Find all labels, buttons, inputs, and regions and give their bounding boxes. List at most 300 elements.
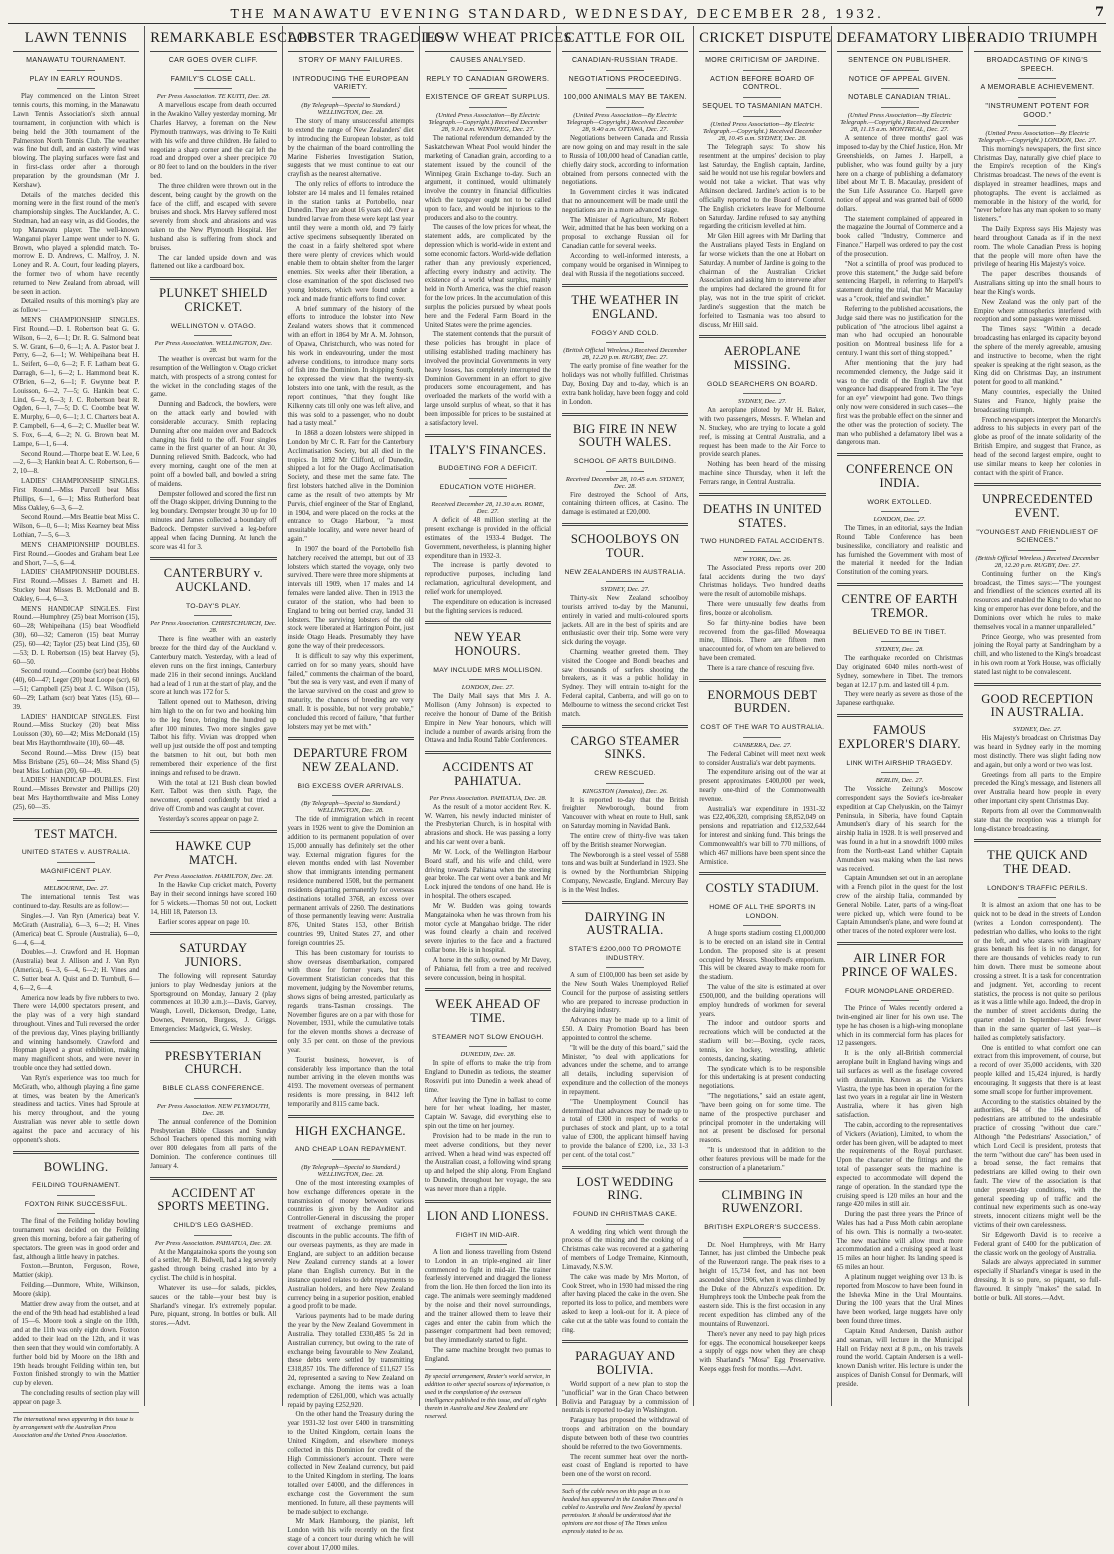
section-paragraph: The final of the Feilding holiday bowling tournament was decided on the Feilding green this morning, before a fair gathering of spectators. The green was in good order and fast, although a little heavy in patches. (13, 1218, 140, 1261)
newspaper-title: THE MANAWATU EVENING STANDARD, WEDNESDAY, DECEMBER 28, 1932. (230, 6, 884, 21)
section-paragraph: It is the only all-British commercial aeroplane built in England having wings and tail surfaces as well as the fuselage covered with duralumin. Known as the Vickers Viastra, the type has been in operation for the last two years in a regular air line in Western Australia, where it has given high satisfaction. (836, 1050, 963, 1120)
article-body (974, 146, 1101, 479)
section-headline: NEW YEAR HONOURS. (454, 630, 522, 659)
section-divider (288, 1115, 414, 1118)
section-divider (562, 901, 688, 904)
section-subheading: NEW ZEALANDERS IN AUSTRALIA. (564, 568, 686, 576)
section-dateline: Per Press Association. PAHIATUA, Dec. 28. (429, 794, 547, 802)
section-subheading: AND CHEAP LOAN REPAYMENT. (294, 1146, 407, 1154)
section-paragraph: A horse in the sulky, owned by Mr Davey, of Pahiatua, fell from a tree and received severe concussion, being in hospital. (424, 956, 551, 982)
article-paragraph: In 1868 a dozen lobsters were shipped in London by Mr C. R. Farr for the Canterbury Acclimatisation Society, but all died in the tropics. In 1892 Mr Clifford, of Dunedin, shipped a lot for the Otago Acclimatisation Society, and these met the same fate. The first lobsters hatched alive in the Dominion came as the result of two attempts by Mr Purvis, chief engineer of the Star of England, in 1904, and were placed on the rocks at the entrance to Otago Harbour, "a most unsuitable locality, and were never heard of again." (287, 430, 414, 544)
section-divider (562, 413, 688, 416)
section-subheading: HOME OF ALL THE SPORTS IN LONDON. (709, 904, 816, 920)
section-paragraph: America now leads by five rubbers to two. There were 14,000 spectators present, and the play was of a very high standard throughout. Vines and Tuli reversed the order of the previous day, Vines playing brilliantly and winning handsomely. Crawford and Hopman played a great exhibition, making many magnificent shots, and were never in trouble once they had settled down. (13, 994, 140, 1073)
section-paragraph: The increase is partly devoted to reproductive purposes, including land reclamation, agricultural development, and relief work for unemployed. (424, 562, 551, 596)
divider-rule (606, 471, 644, 472)
divider-rule (194, 335, 232, 336)
column-footnote: Such of the cable news on this page as is so headed has appeared in the London Times and is cabled to Australia and New Zealand by special permission. It should be understood that the opinions are not those of The Times unless expressly stated to be so. (562, 1484, 688, 1536)
section-headline: UNPRECEDENTED EVENT. (981, 492, 1093, 521)
section-body (562, 972, 688, 1160)
section-subheading: SCHOOL OF ARTS BUILDING. (573, 458, 677, 466)
section-paragraph: Earlier scores appear on page 10. (158, 918, 250, 926)
divider-rule (881, 107, 919, 108)
page-number: 7 (1094, 5, 1104, 20)
divider-rule (606, 783, 644, 784)
section-divider (425, 1200, 551, 1203)
article-paragraph: The only relics of efforts to introduce the lobster are 14 males and 11 females retained in the station tanks at Portobello, near Dunedin. They are about 16 years old. Over a hundred larvae from these were kept last year until they were a month old, and 79 fairly active specimens subsequently liberated on the coast in a fairly sheltered spot where there were plenty of crevices which would enable them to obtain shelter from the larger enemies. Six weeks after their liberation, a close examination of the spot disclosed two young lobsters, which were found under a rock and made frantic efforts to find cover. (287, 180, 414, 303)
article-paragraph: The Daily Express says His Majesty was heard throughout Canada as if in the next room. The whole Canadian Press is hoping that the people will more often have the privilege of hearing His Majesty's voice. (973, 226, 1101, 269)
article-paragraph: The statement complained of appeared in the magazine the Journal of Commerce and a book called "Industry, Commerce and Finance." Harpell was ordered to pay the cost of the prosecution. (836, 215, 963, 258)
divider-rule (606, 581, 644, 582)
section-headline: SATURDAY JUNIORS. (179, 941, 248, 970)
section-paragraph: The early promise of fine weather for the holidays was not wholly fulfilled. Christmas Day, Boxing Day and to-day, which is an extra bank holiday, have been foggy and cold in London. (562, 363, 689, 406)
section-headline: AEROPLANE MISSING. (723, 344, 801, 373)
article-paragraph: In Government circles it was indicated that no announcement will be made until the negotiations are in a more advanced stage. (562, 189, 689, 214)
article-paragraph: A marvellous escape from death occurred in the Awakino Valley yesterday morning. Mr Charles Harvey, a foreman on the New Plymouth tramways, was driving to Te Kuiti with his wife and three children. He failed to negotiate a sharp corner and the car left the road and dropped over a sheer precipice 70 or 80 feet to land on the boulders in the river bed. (150, 102, 277, 181)
article-paragraph: It is difficult to say why this experiment, carried on for so many years, should have failed," comments the chairman of the board, "but the sea is very vast, and even if many of the larvae survived on the coast and grew to maturity, the chances of breeding are very small. It is possible, but not very probable," concluded this record of failure, "that further lobsters may yet be met with." (287, 652, 414, 731)
article-subheading: STORY OF MANY FAILURES. (298, 56, 403, 64)
article-paragraph: French newspapers interpret the Monarch's address to his subjects in every part of the globe as proof of the innate solidarity of the British Empire, and suggest that France, as head of the second largest empire, ought to use similar means to keep her colonies in contact with the spirit of France. (973, 416, 1101, 477)
section-divider (150, 830, 276, 833)
section-subheading: EDUCATION VOTE HIGHER. (439, 483, 537, 491)
article-paragraph: MEN'S HANDICAP SINGLES. First Round.—Humphrey (25) beat Morrison (15), 60—28; Wehipeihana (15) beat Woodfield (30), 60—32; Cameron (15) beat Murray (25), 60—42; Taylor (25) beat Lind (35), 60—53; D. I. Robertson (15) beat Harvey (5), 60—50. (13, 605, 140, 666)
section-paragraph: Whatever its use—for salads, pickles, sauces or the table—your best buy is Sharland's vinegar. It's extremely popular. Pure, piquant, strong. In bottles or bulk. All stores.—Advt. (150, 1284, 277, 1328)
divider-rule (743, 97, 781, 98)
section-body (150, 356, 276, 552)
section-paragraph: Greetings from all parts to the Empire preceded the King's message, and listeners all over Australia heard how people in every other important city spent Christmas Day. (973, 771, 1101, 806)
section-headline: DEPARTURE FROM NEW ZEALAND. (293, 746, 408, 775)
column-1 (8, 26, 145, 1439)
section-body (837, 786, 963, 937)
section-subheading: FOXTON RINK SUCCESSFUL. (24, 1200, 128, 1208)
section-dateline: LONDON, Dec. 27. (461, 684, 514, 692)
section-paragraph: World support of a new plan to stop the "unofficial" war in the Gran Chaco between Bolivia and Paraguay by a commission of neutrals is reported to-day in Washington. (562, 1380, 689, 1415)
section-paragraph: In spite of efforts to make the trip from England to Dunedin as tedious, the steamer Rossvirli put into Dunedin a week ahead of time. (424, 1060, 551, 1094)
article-paragraph: Mr Glen Hill agrees with Mr Darling that the Australians played Tests in England on far worse wickets than the one at Hobart on Saturday. A number of Jardine is going to the chairman of the Australian Cricket Association and asking him to intervene after the umpires had declared the ground fit for play, was not in the true spirit of cricket. Jardine's suggestion that the match be forfeited to Tasmania was too absurd to discuss, Mr Hill said. (699, 233, 826, 329)
section-divider (699, 335, 825, 338)
section-headline: ENORMOUS DEBT BURDEN. (707, 687, 818, 716)
article-subheading: "INSTRUMENT POTENT FOR GOOD." (985, 103, 1090, 119)
section-headline: AIR LINER FOR PRINCE OF WALES. (841, 951, 958, 979)
article-headline: LAWN TENNIS (13, 26, 139, 52)
section-headline: CONFERENCE ON INDIA. (846, 462, 954, 490)
section-subheading: FOGGY AND COLD. (591, 329, 659, 337)
divider-rule (743, 1237, 781, 1238)
article-paragraph: Details of the matches decided this morning were in the first round of the men's championship singles. The Aucklander, A. C. Stedman, had an easy win, as did Goodes, the top Manawatu player. The well-known Wanganui player Lampe went under to N. G. Brown, who played a splendid match. To-morrow E. D. Andrews, C. Malfroy, J. N. Loney and R. A. Court, four leading players, the former two of whom have recently returned to New Zealand from abroad, will be seen in action. (13, 191, 140, 296)
divider-rule (606, 88, 644, 89)
section-headline: PARAGUAY AND BOLIVIA. (575, 1349, 676, 1378)
section-paragraph: Charming weather greeted them. They visited the Coogee and Bondi beaches and saw thousands of surfers shooting the breakers, as it was a public holiday in Sydney. They will entrain to-night for the Federal capital, Canberra, and will go on to Melbourne to witness the second cricket Test match. (562, 648, 689, 718)
section-divider (562, 725, 688, 728)
article-dateline: (United Press Association—By Electric Telegraph.—Copyright.) Received December 28, 9.10 a.m. WINNIPEG, Dec. 27. (428, 112, 548, 134)
section-paragraph: A sum of £100,000 has been set aside by the New South Wales Unemployed Relief Council for the purpose of assisting settlers who are prepared to increase production in the dairying industry. (562, 972, 689, 1015)
section-paragraph: A lion and lioness travelling from Ostend to London in an triple-engined air liner commenced to fight in mid-air. The trainer fearlessly intervened and dragged the lioness from the lion. He then forced the lion into its cage. The animals were seemingly maddened by the noise and their novel surroundings, and the trainer allowed them to leave their cages and enter the cabin from which the passenger compartment had been removed; but they immediately started to fight. (424, 1249, 551, 1345)
section-paragraph: His Majesty's broadcast on Christmas Day was heard in Sydney early in the morning most distinctly. There was slight fading now and again, but only a word or two was lost. (973, 735, 1101, 769)
article-subheading: NEGOTIATIONS PROCEEDING. (568, 75, 682, 83)
section-dateline: Per Press Association. HAMILTON, Dec. 28. (153, 873, 274, 881)
column-3 (283, 26, 445, 1552)
section-paragraph: During the past three years the Prince of Wales has had a Puss Moth cabin aeroplane of his own. This is normally a two-seater. The new machine will allow much more accommodation and a cruising speed at least 15 miles an hour higher. Its landing speed is 65 miles an hour. (836, 1211, 963, 1272)
section-paragraph: Mattier drew away from the outset, and at the end of the 9th head had established a lead of 15—6. Moore took a single on the 10th, and at the 11th was only eight down. Foxton added to their lead on the 12th, and it was then seen that they would win comfortably. A further bold bid by Moore on the 18th and 19th heads brought Feilding within ten, but Foxton finished strongly to win the Mattier cup by eleven. (13, 1300, 140, 1388)
divider-rule (881, 772, 919, 773)
article-body (150, 102, 276, 272)
section-dateline: Per Press Association. WELLINGTON, Dec. 28. (154, 340, 273, 355)
article-subheading: FAMILY'S CLOSE CALL. (170, 75, 257, 83)
section-headline: WEEK AHEAD OF TIME. (435, 997, 541, 1026)
columns (8, 26, 1106, 1552)
divider-rule (881, 1000, 919, 1001)
section-body (699, 751, 825, 868)
divider-rule (194, 70, 232, 71)
divider-rule (606, 70, 644, 71)
section-paragraph: On the other hand the Treasury during the year 1931-32 lost over £400 in transmitting to the United Kingdom, certain loans the United Kingdom, and elsewhere moneys collected in this Dominion for credit of the High Commissioner's account. There were collected in New Zealand currency, but paid to the United Kingdom in sterling. The loans totalled over £4000, and the differences in exchange cost the Government the sum mentioned. In future, all these payments will be made subject to exchange. (287, 1411, 414, 1516)
divider-rule (743, 551, 781, 552)
section-paragraph: As the result of a motor accident Rev. K. W. Warren, his newly inducted minister of the Presbyterian Church, is in hospital with abrasions and shock. He was passing a lorry and his car went over a bank. (424, 803, 551, 847)
article-headline: LOBSTER TRAGEDIES (288, 26, 414, 52)
section-headline: HAWKE CUP MATCH. (175, 838, 252, 867)
divider-rule (881, 88, 919, 89)
section-paragraph: Doubles.—J. Crawford and H. Hopman (Australia) beat J. Allison and J. Van Ryn (America), 6—3, 6—4, 6—2; H. Vines and C. Sutter beat A. Quist and D. Turnbull, 6—4, 6—2, 6—4. (13, 949, 140, 992)
article-paragraph: The Times says: "Within a decade broadcasting has enlarged its capacity beyond the sphere of the merely agreeable, amusing and instructive to become, when the right speaker is speaking at the right season, as the King did on Christmas Day, an instrument potent for good to all mankind." (973, 326, 1101, 387)
divider-rule (743, 925, 781, 926)
section-paragraph: Paraguay has proposed the withdrawal of troops and arbitration on the boundary dispute between both of these two countries should be referred to the two Governments. (562, 1417, 689, 1451)
divider-rule (57, 862, 95, 863)
divider-rule (57, 880, 95, 881)
article-subheading: SEQUEL TO TASMANIAN MATCH. (702, 103, 823, 111)
section-divider (699, 493, 825, 496)
section-paragraph: Provision had to be made in the run to meet adverse conditions, but they never arrived. When a head wind was expected off the Australian coast, a following wind sprang up and helped the ship along. From England to Dunedin, throughout her voyage, the sea was never more than a ripple. (424, 1132, 551, 1193)
section-subheading: MAGNIFICENT PLAY. (40, 867, 112, 875)
divider-rule (881, 70, 919, 71)
section-paragraph: A wedding ring which went through the process of the mixing and the cooking of a Christmas cake was recovered at a gathering of members of Lodge Tremaine, Kinmouth, Limavady, N.S.W. (562, 1228, 689, 1271)
article-subheading: INTRODUCING THE EUROPEAN VARIETY. (292, 75, 409, 92)
section-dateline: (British Official Wireless.) Received December 28, 12.20 p.m. RUGBY, Dec. 27. (975, 554, 1100, 569)
section-headline: BOWLING. (43, 1159, 109, 1174)
article-paragraph: A sentence of three months' gaol was imposed to-day by the Chief Justice, Hon. Mr Greenshields, on James J. Harpell, a publisher, who was found guilty by a jury here on a charge of publishing a defamatory libel about Mr T. B. Macaulay, president of the Sun Life Assurance Co. Harpell gave notice of appeal and was granted bail of 6000 dollars. (836, 135, 963, 213)
section-body (974, 902, 1101, 1303)
section-subheading: TO-DAY'S PLAY. (185, 602, 241, 610)
divider-rule (469, 496, 507, 497)
article-subheading: SENTENCE ON PUBLISHER. (848, 56, 952, 64)
article-headline: REMARKABLE ESCAPE (150, 26, 276, 52)
section-subheading: FIGHT IN MID-AIR. (455, 1231, 520, 1239)
section-paragraph: Foxton.—Brunton, Ferguson, Rowe, Mattier (skip). (13, 1263, 140, 1280)
article-paragraph: LADIES' HANDICAP DOUBLES. First Round.—Misses Brewster and Phillips (20) beat Mrs Haythornthwaite and Miss Loney (25), 60—35. (13, 777, 140, 811)
section-paragraph: An aeroplane piloted by Mr H. Baker, with two passengers, Messrs. F. Whelan and N. Stuckey, who are trying to locate a gold reef, is missing at Central Australia, and a request has been made to the Air Force to provide search planes. (699, 407, 826, 459)
article-body (837, 135, 963, 448)
section-paragraph: The following will represent Saturday juniors to play Wednesday juniors at the Sportsground on Monday, January 2 (play commences at 10.30 a.m.):—Davis, Garvey, Waugh, Lovell, Dickenson, Dredge, Lane, Downes, Peterson, Burgess, J. Griggs. Emergencies: Madgwick, G. Wesley. (150, 972, 277, 1033)
divider-rule (743, 70, 781, 71)
article-paragraph: LADIES' HANDICAP SINGLES. First Round.—Miss Stuckey (20) beat Miss Louisson (30), 60—42; Miss McDonald (15) beat Mrs Haythornthwaite (10), 60—48. (13, 713, 140, 748)
section-dateline: SYDNEY, Dec. 27. (600, 586, 650, 594)
article-paragraph: Negotiations between Canada and Russia are now going on and may result in the sale to Russia of 100,000 head of Canadian cattle, chiefly dairy stock, according to information obtained from persons connected with the negotiations. (562, 135, 689, 187)
article-subheading: NOTABLE CANADIAN TRIAL. (848, 94, 952, 102)
divider-rule (606, 107, 644, 108)
divider-rule (1018, 550, 1056, 551)
section-headline: ACCIDENTS AT PAHIATUA. (442, 760, 534, 789)
section-subheading: COST OF THE WAR TO AUSTRALIA. (700, 724, 825, 732)
section-paragraph: One of the most interesting examples of how exchange differences operate in the transmission of money between various countries is given by the Auditor and Controller-General in discussing the proper treatment of exchange premiums and discounts in the public accounts. The fifth of our overseas payments, as they are made in England, are subject to an addition because New Zealand currency stands at a lower plane than English currency. But in the instance quoted relates to debt repayments to Australian holders, and here New Zealand currency being in a superior position, enabled a good profit to be made. (287, 1179, 414, 1311)
article-paragraph: "Not a scintilla of proof was produced to prove this statement," the Judge said before sentencing Harpell, in referring to Harpell's statement during the trial, that Mr Macaulay was a "crook, thief and swindler." (836, 260, 963, 304)
section-subheading: MAY INCLUDE MRS MOLLISON. (433, 666, 543, 674)
article-paragraph: The statement contends that the pursuit of these policies has brought in place of utilising established trading machinery has involved the provincial Governments in very heavy losses, has completely interrupted the Dominion Government in an effort to give producers some encouragement, and has overloaded the markets of the world with a large unsold surplus of wheat, so that it has been impossible for prices to be sustained at a satisfactory level. (424, 331, 551, 427)
section-divider (562, 1340, 688, 1343)
section-body (974, 735, 1101, 834)
article-paragraph: The story of many unsuccessful attempts to extend the range of New Zealanders' diet by introducing the European lobster, as told by the chairman of the board controlling the Marine Fisheries Investigation Station, suggests that we must continue to eat our crayfish as the nearest alternative. (287, 118, 414, 179)
section-subheading: FOUND IN CHRISTMAS CAKE. (572, 1211, 678, 1219)
section-headline: COSTLY STADIUM. (705, 881, 820, 896)
section-body (150, 882, 276, 927)
section-paragraph: There were unusually few deaths from fires, booze or alcoholism. (699, 601, 826, 617)
section-divider (150, 1177, 276, 1180)
section-paragraph: Feilding.—Dunmore, White, Wilkinson, Moore (skip). (13, 1282, 140, 1298)
divider-rule (606, 1224, 644, 1225)
section-body (837, 1005, 963, 1390)
divider-rule (469, 88, 507, 89)
article-subheading: MORE CRITICISM OF JARDINE. (705, 56, 820, 64)
section-paragraph: The value of the site is estimated at over £500,000, and the building operations will employ hundreds of workmen for several years. (699, 984, 826, 1018)
masthead (8, 4, 1106, 24)
section-paragraph: The earthquake recorded on Christmas Day originated 6040 miles north-west of Sydney, somewhere in Tibet. The tremors began at 12.17 p.m. and lasted till 4 p.m. (836, 655, 963, 689)
section-divider (837, 714, 963, 717)
section-paragraph: According to the statistics obtained by the authorities, 84 of the 164 deaths of pedestrians are attributed to the undesirable practice of crossing "without due care." Although "the Pedestrians' Association," of which Lord Cecil is president, protests that the term "without due care" has been used in a broad sense, the fact remains that pedestrians are killed owing to their own fault. The view of the association is that under present-day conditions, with the general speeding up of traffic and the continual new experiments such as one-way streets, innocent citizens might well be the victims of their own carelessness. (973, 1098, 1101, 1230)
section-subheading: BELIEVED TO BE IN TIBET. (852, 628, 947, 636)
section-body (13, 894, 139, 1145)
article-paragraph: Referring to the published accusations, the Judge said there was no justification for the publication of "the atrocious libel against a man who had occupied an honourable position on Montreal business life for a century. I want this sort of thing stopped." (836, 305, 963, 358)
section-paragraph: Tourist business, however, is of considerably less importance than the total number arriving in the eleven months was 4193. The movement overseas of permanent residents is more pressing, in 8412 left temporarily and 8115 came back. (287, 1056, 414, 1108)
section-body (425, 1060, 551, 1194)
article-subheading: REPLY TO CANADIAN GROWERS. (426, 75, 550, 83)
section-headline: CENTRE OF EARTH TREMOR. (841, 592, 958, 620)
section-body (837, 655, 963, 709)
section-paragraph: They were nearly as severe as those of the Japanese earthquake. (836, 691, 963, 708)
section-paragraph: This has been customary for tourists to show overseas disembarkation, compared with those for former years, but the Government Statistician concedes that this movement, judging by the November returns, shows signs of being arrested, particularly as regards trans-Tasman crossings. The November figures are on a par with those for November, 1931, while the cumulative totals for the eleven months shows a decrease of only 3.5 per cent. on those of the previous year. (287, 949, 414, 1054)
section-headline: THE WEATHER IN ENGLAND. (571, 293, 679, 322)
section-divider (425, 751, 551, 754)
divider-rule (606, 967, 644, 968)
divider-rule (469, 478, 507, 479)
divider-rule (1018, 78, 1056, 79)
section-body (699, 565, 825, 674)
section-divider (425, 988, 551, 991)
column-footnote: The international news appearing in this issue is by arrangement with the Australian Press Association and the United Press Association. (13, 1412, 139, 1440)
section-body (699, 407, 825, 487)
article-body (425, 135, 551, 428)
section-headline: BIG FIRE IN NEW SOUTH WALES. (573, 421, 678, 450)
section-body (562, 492, 688, 518)
section-paragraph: There is a rare chance of rescuing five. (707, 664, 815, 672)
article-paragraph: LADIES' CHAMPIONSHIP SINGLES. First Round.—Miss Purcell beat Miss Phillips, 6—1, 6—1; Miss Rutherford beat Miss Oakley, 6—3, 6—2. (13, 478, 140, 512)
article-paragraph: Second Round.—Mrs Beattie beat Miss C. Wilson, 6—0, 6—1; Miss Kearney beat Miss Lothian, 7—5, 6—3. (13, 514, 140, 540)
section-dateline: Per Press Association. NEW PLYMOUTH, Dec. 28. (156, 1102, 270, 1117)
section-paragraph: The international tennis Test was continued to-day. Results are as follow:— (13, 894, 140, 911)
article-subheading: 100,000 ANIMALS MAY BE TAKEN. (563, 94, 687, 102)
section-paragraph: Dempster followed and scored the first run off the Otago skipper, driving Dunning to the leg boundary. Dempster brought 30 up for 10 minutes and James collected a boundary off Badcock. Dempster survived a leg-before appeal when facing Dunning. At lunch the score was 41 for 3. (150, 490, 277, 551)
article-subheading: CANADIAN-RUSSIAN TRADE. (571, 56, 679, 64)
section-dateline: NEW YORK, Dec. 26. (733, 555, 792, 563)
section-headline: DAIRYING IN AUSTRALIA. (584, 909, 666, 938)
section-paragraph: Australia's war expenditure in 1931-32 was £22,406,320, comprising £8,852,049 on pensions and repatriation and £12,532,644 for interest and sinking fund. This brings the Commonwealth's war bill to 770 millions, of which 467 millions have been spent since the Armistice. (699, 805, 826, 866)
divider-rule (469, 70, 507, 71)
article-subheading: PLAY IN EARLY ROUNDS. (29, 75, 123, 83)
divider-rule (194, 615, 232, 616)
article-paragraph: The Telegraph says: To show his resentment at the umpires' decision to play last Saturday, the English captain, Jardine, said he would not use his regular bowlers and would not take a wicket. That was why Atkinson declared. Jardine's action is to be officially reported to the Board of Control. The English cricketers leave for Melbourne on Saturday. Jardine refused to say anything regarding the criticism levelled at him. (699, 143, 826, 231)
section-paragraph: In the Hawke Cup cricket match, Poverty Bay in their second innings have scored 160 for 5 wickets.—Thomas 50 not out, Lockett 14, Hill 18, Paterson 13. (150, 882, 277, 916)
divider-rule (1018, 97, 1056, 98)
section-paragraph: Fire destroyed the School of Arts, containing thirteen offices, at Casino. The damage is estimated at £20,000. (562, 491, 689, 517)
article-paragraph: The causes of the low prices for wheat, the statement adds, are complicated by the depression which is world-wide in extent and some economic factors. World-wide deflation rather than any previously experienced, affecting every industry and activity. The existence of a world wheat surplus, mainly held in North America, was the chief reason for the low prices. In the accumulation of this surplus the policies pursued by wheat pools here and the Federal Farm Board in the United States were the prime agencies. (424, 224, 551, 329)
article-subheading: CAR GOES OVER CLIFF. (168, 56, 259, 64)
section-paragraph: Nothing has been heard of the missing machine since Thursday, when it left the Ferrars range, in Central Australia. (699, 461, 826, 486)
divider-rule (332, 795, 370, 796)
article-headline: LOW WHEAT PRICES (425, 26, 551, 52)
section-paragraph: There is fine weather with an easterly breeze for the third day of the Auckland v. Canterbury match. Yesterday, with a lead of eleven runs on the first innings, Canterbury made 216 in their second innings. Auckland had a lead of 1 run at the start of play, and the score at lunch was 172 for 5. (150, 636, 277, 697)
article-paragraph: The national referendum demanded by the Saskatchewan Wheat Pool would hinder the marketing of Canadian grain, according to a statement issued by the council of the Winnipeg Grain Exchange to-day. Such an argument, it continued, would ultimately involve the country in financial difficulties which the taxpayer ought not to be called upon to face, and would be injurious to the producers and also to the country. (424, 135, 551, 222)
section-divider (150, 557, 276, 560)
column-4 (420, 26, 573, 1421)
divider-rule (194, 1098, 232, 1099)
section-headline: CARGO STEAMER SINKS. (570, 733, 680, 762)
section-divider (150, 277, 276, 280)
section-body (699, 1242, 825, 1375)
section-paragraph: Tallent opened out to Matheson, driving him high to the on for two and hooking him to the leg fence, bringing the hundred up after 100 minutes. Two more singles gave Talbot his fifty. Vivian was dropped when well up just outside the off post and tempting the batsmen to hit out, but both men remembered their experience of the first innings and refused to be drawn. (150, 699, 277, 777)
article-paragraph: This morning's newspapers, the first since Christmas Day, naturally give chief place to the Empire's reception of the King's Christmas broadcast. The news of the event is displayed in streamer headlines, maps and photographs. The event is acclaimed as memorable in the history of the world, for "never before has any man spoken to so many listeners." (973, 145, 1101, 224)
article-paragraph: Many countries, especially the United States and France, highly praise the broadcasting triumph. (973, 389, 1101, 414)
section-dateline: BERLIN, Dec. 27. (875, 777, 924, 785)
column-5 (557, 26, 694, 1536)
section-paragraph: Singles.—J. Van Ryn (America) beat V. McGrath (Australia), 6—3, 6—2; H. Vines (America) beat C. Sproule (Australia), 6—0, 6—4, 6—4. (13, 913, 140, 947)
section-paragraph: The tide of immigration which in recent years in 1926 went to give the Dominion an addition to its permanent population of over 15,000 annually has definitely set the other way. External migration figures for the eleven months ended with last November show that immigrants intending permanent residence numbered 1508, but the permanent residents departing permanently for overseas destinations totalled 3768, an excess over permanent arrivals of 2260. The destinations of those permanently leaving were: Australia 876, United States 153, other British countries 99, United States 27, and other foreign countries 25. (287, 816, 414, 947)
section-paragraph: Salads are always appreciated in summer especially if Sharland's vinegar is used in the dressing. It is so pure, so piquant, so full-flavoured. It simply "makes" the salad. In bottle or bulk. All stores.—Advt. (973, 1259, 1101, 1302)
divider-rule (881, 641, 919, 642)
section-headline: CANTERBURY v. AUCKLAND. (163, 566, 263, 595)
article-headline: DEFAMATORY LIBEL (837, 26, 963, 52)
section-paragraph: Captain Amundsen set out in an aeroplane with a French pilot in the quest for the lost crew of the airship Italia, commanded by General Nobile. Later, parts of a wing-float were picked up, which were found to be Captain Amundsen's plane, and were found at other traces of the noted explorer were lost. (836, 875, 963, 936)
section-dateline: (British Official Wireless.) Received December 28, 12.20 p.m. RUGBY, Dec. 27. (563, 347, 687, 362)
article-headline: CATTLE FOR OIL (562, 26, 688, 52)
divider-rule (332, 1159, 370, 1160)
article-paragraph: MEN'S CHAMPIONSHIP SINGLES. First Round.—D. I. Robertson beat G. G. Wilson, 6—2, 6—1; Dr. R. G. Salmond beat S. W. Grant, 6—0, 6—1; A. A. Pastor beat J. Perry, 6—2, 6—1; W. Wehipeihana beat H. L. Seifert, 6—0, 6—2; F. F. Latham beat G. Darragh, 6—1, 6—2; L. Hammond beat K. O'Brien, 6—2, 6—1; F. Gwynne beat P. Louisson, 6—2, 7—5; G. Hankin beat C. Lind, 6—2, 6—3; J. C. Robertson beat R. Ogden, 6—1, 7—5; D. C. Coombe beat W. E. Murphy, 6—0, 6—1; J. C. Charters beat A. P. Campbell, 6—4, 6—2; C. Mueller beat W. S. Fox, 6—4, 6—2; N. G. Brown beat M. Lampe, 6—1, 6—4. (13, 317, 140, 448)
section-paragraph: The syndicate which is to be responsible for this undertaking is at present conducting negotiations. (699, 1065, 826, 1091)
section-paragraph: The Associated Press reports over 200 fatal accidents during the two days' Christmas holidays. Two hundred deaths were the result of automobile mishaps. (699, 564, 826, 599)
section-headline: DEATHS IN UNITED STATES. (703, 501, 822, 530)
section-body (150, 1119, 276, 1172)
section-divider (699, 679, 825, 682)
section-dateline: CANBERRA, Dec. 27. (733, 741, 792, 749)
article-dateline: (By Telegraph—Special to Standard.) WELLINGTON, Dec. 28. (301, 102, 401, 117)
article-subheading: BROADCASTING OF KING'S SPEECH. (986, 56, 1089, 73)
article-paragraph: The car landed upside down and was flattened out like a cardboard box. (150, 254, 277, 271)
section-divider (13, 818, 139, 821)
section-subheading: TWO HUNDRED FATAL ACCIDENTS. (700, 538, 825, 546)
section-paragraph: Sir Edgeworth David is to receive a Federal grant of £400 for the publication of the classic work on the geology of Australia. (973, 1231, 1101, 1257)
divider-rule (194, 1235, 232, 1236)
section-paragraph: The annual conference of the Dominion Presbyterian Bible Classes and Sunday School Teachers opened this morning with over 800 delegates from all parts of the Dominion. The conference continues till January 4. (150, 1118, 277, 1170)
article-body (699, 144, 825, 330)
article-dateline: (United Press Association—By Electric Telegraph—Copyright.) Received December 28, 9.40 a.m. OTTAWA, Dec. 27. (566, 112, 684, 134)
section-paragraph: Mr Mark Hambourg, the pianist, left London with his wife recently on the first stage of a concert tour during which he will cover about 17,000 miles. (287, 1518, 414, 1552)
section-subheading: FEILDING TOURNAMENT. (32, 1182, 121, 1190)
section-paragraph: After leaving the Tyne in ballast to come here for her wheat loading, her master, Captain W. Savage, did everything else to spin out the time on her journey. (424, 1096, 551, 1131)
section-subheading: BIBLE CLASS CONFERENCE. (162, 1085, 265, 1093)
article-paragraph: Play commenced on the Linton Street tennis courts, this morning, in the Manawatu Lawn Tennis Association's sixth annual tournament, in conjunction with which is being held the 30th tournament of the Palmerston North Tennis Club. The weather was fine but dull, and an easterly wind was blowing. The playing surfaces were fast and in first-class order after a thorough preparation by the groundsman (Mr J. Kershaw). (13, 93, 140, 189)
section-dateline: Per Press Association. PAHIATUA, Dec. 28. (154, 1239, 272, 1247)
article-paragraph: Second Round.—Miss Drew (15) beat Miss Brisbane (25), 60—24; Miss Shand (5) beat Miss Lothian (20), 60—49. (13, 749, 140, 775)
section-divider (837, 453, 963, 456)
section-paragraph: A deficit of 48 million sterling at the present exchange is provided in the official estimates of the 1933-4 Budget. The Government, nevertheless, is planning higher expenditure than in 1932-3. (424, 517, 551, 560)
section-headline: LOST WEDDING RING. (576, 1174, 674, 1203)
section-subheading: LONDON'S TRAFFIC PERILS. (987, 884, 1088, 892)
section-body (562, 1381, 688, 1480)
section-headline: LION AND LIONESS. (426, 1208, 549, 1223)
section-subheading: WELLINGTON v. OTAGO. (170, 322, 257, 330)
article-body (562, 135, 688, 279)
section-divider (837, 942, 963, 945)
section-paragraph: "The Unemployment Council has determined that advances may be made up to a total of £300 in respect of works or purchases of stock and plant, up to a total value of £300, the applicant himself having to provide the balance of £200, i.e., 33 1-3 per cent. of the total cost." (562, 1098, 689, 1159)
article-headline: RADIO TRIUMPH (974, 26, 1101, 52)
section-headline: HIGH EXCHANGE. (295, 1123, 406, 1138)
section-paragraph: "The negotiations," said an estate agent, "have been going on for some time. The name of the prospective purchaser and principal promoter in the undertaking will not at present be disclosed for personal reasons. (699, 1093, 826, 1145)
section-divider (562, 523, 688, 526)
section-subheading: WORK EXTOLLED. (867, 498, 932, 506)
section-headline: TEST MATCH. (34, 826, 118, 841)
section-subheading: CHILD'S LEG GASHED. (173, 1222, 254, 1230)
section-body (699, 930, 825, 1173)
section-headline: PRESBYTERIAN CHURCH. (165, 1048, 262, 1077)
section-paragraph: The expenditure arising out of the war at present approximates £400,000 per week, nearly one-third of the Commonwealth revenue. (699, 769, 826, 803)
divider-rule (332, 97, 370, 98)
section-body (150, 1249, 276, 1329)
section-dateline: Received December 28, 11.30 a.m. ROME, Dec. 27. (431, 501, 545, 516)
article-subheading: NOTICE OF APPEAL GIVEN. (848, 75, 951, 83)
section-paragraph: One is entitled to what comfort one can extract from this improvement, of course, but a record of over 35,000 accidents, with 320 people killed and 15,424 injured, is hardly encouraging. It suggests that there is at least some small scope for further improvement. (973, 1044, 1101, 1096)
section-paragraph: At the Mangatainoka sports the young son of a settler, Mr R. Bidwell, had a leg severely gashed through being crashed into by a cyclist. The child is in hospital. (150, 1248, 277, 1283)
section-subheading: BIG EXCESS OVER ARRIVALS. (297, 782, 404, 790)
section-body (150, 636, 276, 824)
section-paragraph: The indoor and outdoor sports and recreations which will be conducted at the stadium will be:—Boxing, cycle races, tennis, ice hockey, wrestling, athletic contests, dancing, skating. (699, 1020, 826, 1063)
column-7 (832, 26, 986, 1406)
divider-rule (57, 88, 95, 89)
article-paragraph: The paper describes thousands of Australians sitting up into the small hours to hear the King's words. (973, 271, 1101, 296)
section-dateline: SYDNEY, Dec. 28. (875, 646, 924, 654)
section-body (150, 973, 276, 1035)
article-dateline: (United Press Association—By Electric Telegraph.—Copyright.) Received December 28, 11.15 a.m. MONTREAL, Dec. 27. (840, 112, 960, 134)
section-paragraph: Mr W. Lock, of the Wellington Harbour Board staff, and his wife and child, were driving towards Pahiatua when the steering gear broke. The car went over a bank and Mr Lock injured the tendons of one hand. He is in hospital. The others escaped. (424, 848, 551, 901)
section-divider (699, 1179, 825, 1182)
section-paragraph: So far thirty-nine bodies have been recovered from the gas-filled Moweaqua mine, Illinois. There are fifteen men unaccounted for, of whom ten are believed to have been cremated. (699, 619, 826, 663)
divider-rule (57, 70, 95, 71)
article-paragraph: Detailed results of this morning's play are as follow:— (13, 298, 140, 315)
section-subheading: CREW RESCUED. (594, 770, 656, 778)
section-subheading: FOUR MONOPLANE ORDERED. (845, 987, 955, 995)
section-dateline: Per Press Association. CHRISTCHURCH, Dec. 28. (150, 620, 277, 635)
article-paragraph: A brief summary of the history of the efforts to introduce the lobster into New Zealand waters shows that it commenced with an effort in 1864 by Mr A. M. Johnson, of Opawa, Christchurch, who was noted for his work in endeavouring, under the most adverse conditions, to introduce many sorts of fish into the Dominion. In shipping South, he expressed the view that the twenty-six lobsters into one tank, with the result, as the report continues, "that they fought like Kilkenny cats till only one was left alive, and this was sold to a passenger, who no doubt had a tasty meal." (287, 305, 414, 428)
section-dateline: (By Telegraph—Special to Standard.) WELLINGTON, Dec. 28. (301, 1163, 401, 1178)
divider-rule (469, 1244, 507, 1245)
section-paragraph: Mr W. Budden was going towards Mangatainoka when he was thrown from his motor cycle at Mangahao bridge. The rider was found clearly a chain and received severe injuries to the face and a fractured collar bone. He is in hospital. (424, 902, 551, 955)
section-subheading: BRITISH EXPLORER'S SUCCESS. (704, 1224, 821, 1232)
section-divider (425, 621, 551, 624)
section-paragraph: It is reported to-day that the British freighter Newborough, bound from Vancouver with wheat en route to Hull, sank on Saturday morning in Navidad Bank. (562, 796, 689, 831)
section-paragraph: Advances may be made up to a limit of £50. A Dairy Promotion Board has been appointed to control the scheme. (562, 1017, 689, 1042)
section-divider (974, 483, 1101, 486)
divider-rule (332, 70, 370, 71)
divider-rule (469, 1046, 507, 1047)
section-subheading: "YOUNGEST AND FRIENDLIEST OF SCIENCES." (976, 528, 1099, 545)
divider-rule (1018, 125, 1056, 126)
section-subheading: STATE'S £200,000 TO PROMOTE INDUSTRY. (568, 946, 682, 962)
section-paragraph: With the total at 121 Bush clean bowled Kerr. Talbot was then sixth. Page, the newcomer, opened confidently but tried a drive off Cromb and was caught at cover. (150, 779, 277, 814)
